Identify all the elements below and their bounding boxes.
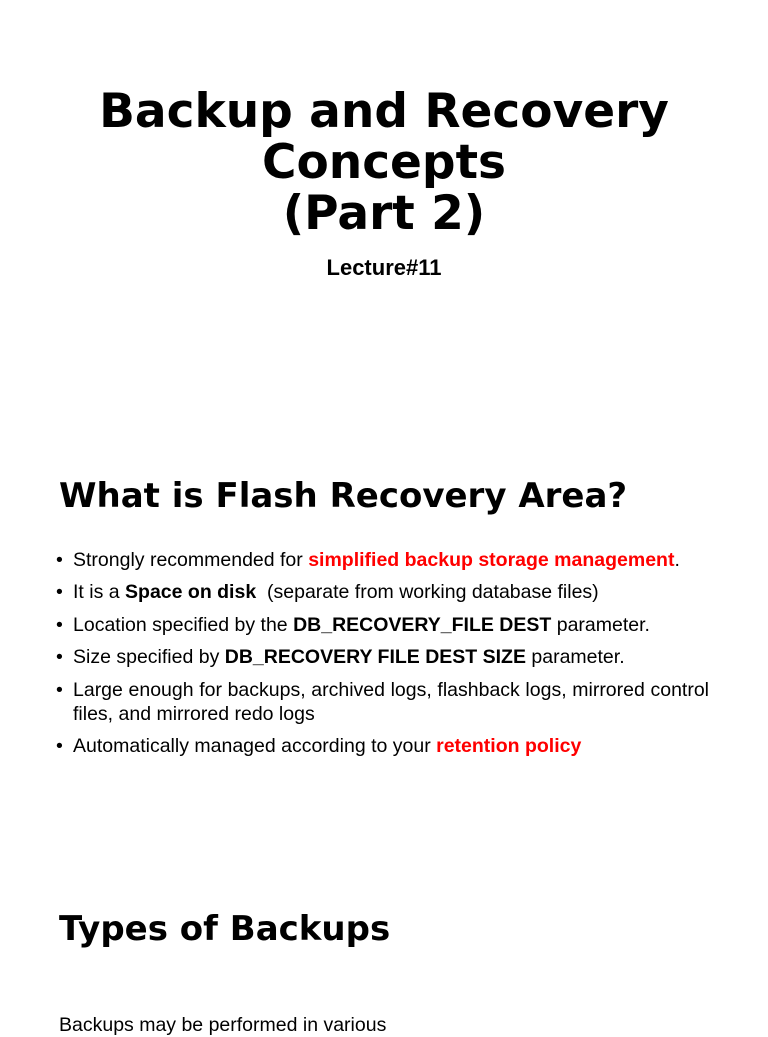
bullet-dot: • <box>56 581 63 604</box>
bullet-text: Strongly recommended for <box>73 549 309 571</box>
bullet-text: . <box>674 549 680 571</box>
slide-title <box>0 86 768 239</box>
bullet-text: Large enough for backups, archived logs, flashback logs, mirrored control files, and mirrored redo logs <box>73 678 709 725</box>
bullet-text: Automatically managed according to your <box>73 734 437 757</box>
bold-term: Space on disk <box>125 581 257 604</box>
bullet-dot: • <box>56 678 63 701</box>
bullet-item <box>56 548 709 572</box>
title-line-3: (Part 2) <box>282 186 486 241</box>
title-line-2: Concepts <box>261 135 507 190</box>
bullet-item <box>56 734 709 758</box>
bullet-item <box>56 613 709 637</box>
highlight-text: retention policy <box>436 734 582 757</box>
bullet-dot: • <box>56 646 63 669</box>
bullet-text: parameter. <box>551 613 650 636</box>
flash-recovery-heading: What is Flash Recovery Area? <box>59 476 628 516</box>
highlight-text: simplified backup storage management <box>308 549 675 571</box>
title-line-1: Backup and Recovery <box>99 84 669 139</box>
flash-recovery-bullet-list <box>56 548 709 766</box>
bullet-text: Size specified by <box>73 646 225 669</box>
bullet-item <box>56 580 709 604</box>
bullet-text: It is a <box>73 581 126 604</box>
bold-term: DB_RECOVERY FILE DEST SIZE <box>224 646 526 669</box>
bullet-text: (separate from working database files) <box>256 581 599 604</box>
bold-term: DB_RECOVERY_FILE DEST <box>293 613 552 636</box>
bullet-text: Location specified by the <box>73 613 294 636</box>
bullet-text: parameter. <box>525 646 625 669</box>
bullet-dot: • <box>56 734 63 757</box>
cutoff-paragraph: Backups may be performed in various <box>59 1014 387 1036</box>
types-of-backups-heading: Types of Backups <box>59 909 391 949</box>
bullet-item <box>56 645 709 669</box>
bullet-dot: • <box>56 549 63 571</box>
lecture-subtitle: Lecture#11 <box>326 255 442 280</box>
bullet-item <box>56 678 709 726</box>
bullet-dot: • <box>56 613 63 636</box>
